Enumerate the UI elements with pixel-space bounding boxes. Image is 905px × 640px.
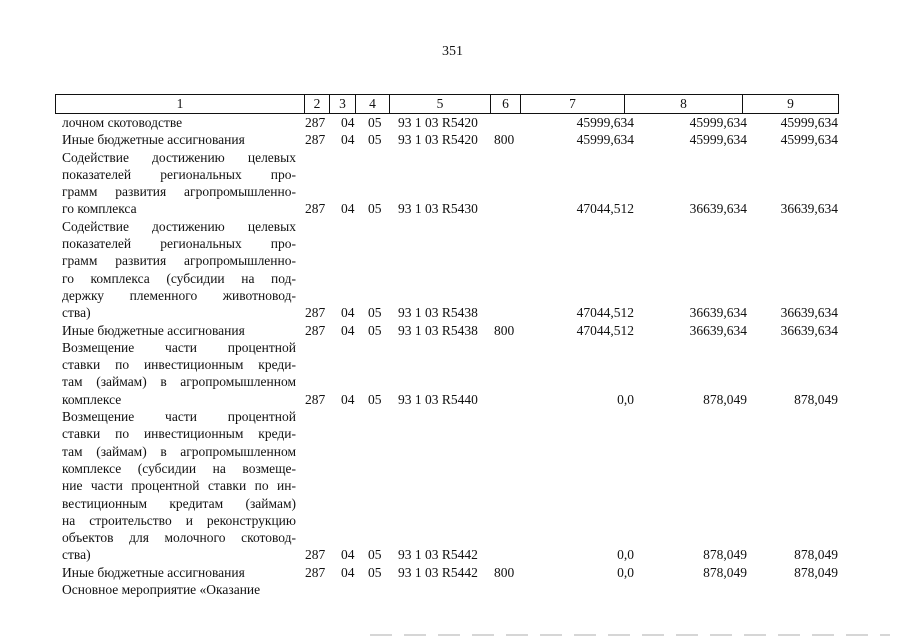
header-col-8: 8 [624,95,742,113]
cell-pr: 05 [368,132,382,148]
cell-rz: 04 [341,132,355,148]
row-description [62,131,296,148]
description-line: грамм развития агропромышленно- [62,253,296,269]
description-line: держку племенного животновод- [62,287,296,303]
cell-cs: 93 1 03 R5420 [398,115,478,130]
cell-rz: 04 [341,322,355,338]
description-line: ставки по инвестиционным креди- [62,357,296,373]
cell-cs: 93 1 03 R5438 [398,305,478,321]
description-line: там (займам) в агропромышленном [62,374,296,390]
description-line: Иные бюджетные ассигнования [62,132,245,148]
cell-cs: 93 1 03 R5420 [398,132,478,148]
cell-cs: 93 1 03 R5430 [398,201,478,217]
row-description [62,149,296,218]
description-line: комплексе (субсидии на возмеще- [62,460,296,476]
cell-vr: 800 [494,132,515,148]
cell-cs: 93 1 03 R5438 [398,322,478,338]
header-col-6: 6 [490,95,520,113]
cell-amount-2021: 45999,634 [576,132,634,148]
table-row [0,581,905,598]
description-line: там (займам) в агропромышленном [62,443,296,459]
description-line: Основное мероприятие «Оказание [62,582,261,598]
cell-vr: 800 [494,564,515,580]
description-line: ства) [62,305,91,321]
header-col-4: 4 [355,95,389,113]
description-line: объектов для молочного скотовод- [62,530,296,546]
cell-amount-2022: 878,049 [703,547,747,563]
cell-amount-2022: 45999,634 [689,115,747,130]
cell-amount-2021: 47044,512 [576,305,634,321]
table-row [0,131,905,148]
header-col-2: 2 [304,95,329,113]
cell-amount-2021: 0,0 [617,547,634,563]
table-row [0,339,905,408]
row-description [62,218,296,322]
table-row [0,218,905,322]
header-col-5: 5 [389,95,490,113]
description-line: лочном скотоводстве [62,115,183,130]
cell-gr: 287 [305,564,326,580]
description-line: ставки по инвестиционным креди- [62,426,296,442]
description-line: Возмещение части процентной [62,339,296,355]
cell-pr: 05 [368,115,382,130]
cell-rz: 04 [341,564,355,580]
cell-amount-2022: 36639,634 [689,201,747,217]
page-number: 351 [442,44,463,59]
cell-amount-2021: 0,0 [617,564,634,580]
description-line: го комплекса [62,201,137,217]
description-line: Возмещение части процентной [62,409,296,425]
cell-pr: 05 [368,564,382,580]
header-col-9: 9 [742,95,838,113]
cell-pr: 05 [368,322,382,338]
cell-amount-2022: 36639,634 [689,322,747,338]
table-row [0,149,905,218]
cell-pr: 05 [368,201,382,217]
header-col-1: 1 [176,96,184,111]
cell-amount-2023: 45999,634 [780,132,838,148]
cell-amount-2022: 878,049 [703,564,747,580]
cell-amount-2023: 36639,634 [780,201,838,217]
row-description [62,581,296,598]
header-col-3: 3 [329,95,355,113]
cell-pr: 05 [368,547,382,563]
table-row [0,564,905,581]
description-line: комплексе [62,391,122,407]
description-line: го комплекса (субсидии на под- [62,270,296,286]
cell-amount-2021: 47044,512 [576,322,634,338]
description-line: ства) [62,547,91,563]
description-line: Содействие достижению целевых [62,218,296,234]
cell-amount-2021: 0,0 [617,391,634,407]
description-line: грамм развития агропромышленно- [62,184,296,200]
cell-vr: 800 [494,322,515,338]
cell-amount-2021: 47044,512 [576,201,634,217]
header-col-7: 7 [520,95,624,113]
cell-gr: 287 [305,115,326,130]
description-line: ние части процентной ставки по ин- [62,478,296,494]
table-row [0,408,905,564]
cell-amount-2023: 878,049 [794,547,838,563]
cell-amount-2022: 45999,634 [689,132,747,148]
cell-gr: 287 [305,322,326,338]
table-row [0,322,905,339]
description-line: Содействие достижению целевых [62,149,296,165]
cell-gr: 287 [305,201,326,217]
cell-gr: 287 [305,132,326,148]
description-line: вестиционным кредитам (займам) [62,495,296,511]
cell-rz: 04 [341,305,355,321]
cell-amount-2023: 45999,634 [780,115,838,130]
row-description [62,114,296,131]
cell-amount-2023: 878,049 [794,564,838,580]
description-line: на строительство и реконструкцию [62,512,296,528]
description-line: Иные бюджетные ассигнования [62,564,245,580]
table-row [0,114,905,131]
cell-gr: 287 [305,547,326,563]
row-description [62,564,296,581]
scan-artifact [370,634,890,636]
description-line: показателей региональных про- [62,166,296,182]
table-header [55,94,839,114]
row-description [62,339,296,408]
cell-rz: 04 [341,115,355,130]
cell-amount-2022: 878,049 [703,391,747,407]
cell-rz: 04 [341,201,355,217]
description-line: Иные бюджетные ассигнования [62,322,245,338]
cell-cs: 93 1 03 R5442 [398,564,478,580]
cell-amount-2023: 878,049 [794,391,838,407]
description-line: показателей региональных про- [62,236,296,252]
cell-pr: 05 [368,305,382,321]
cell-amount-2023: 36639,634 [780,322,838,338]
cell-cs: 93 1 03 R5442 [398,547,478,563]
cell-gr: 287 [305,305,326,321]
cell-gr: 287 [305,391,326,407]
cell-pr: 05 [368,391,382,407]
row-description [62,322,296,339]
cell-cs: 93 1 03 R5440 [398,391,478,407]
row-description [62,408,296,564]
cell-rz: 04 [341,391,355,407]
cell-amount-2022: 36639,634 [689,305,747,321]
cell-amount-2023: 36639,634 [780,305,838,321]
cell-rz: 04 [341,547,355,563]
cell-amount-2021: 45999,634 [576,115,634,130]
